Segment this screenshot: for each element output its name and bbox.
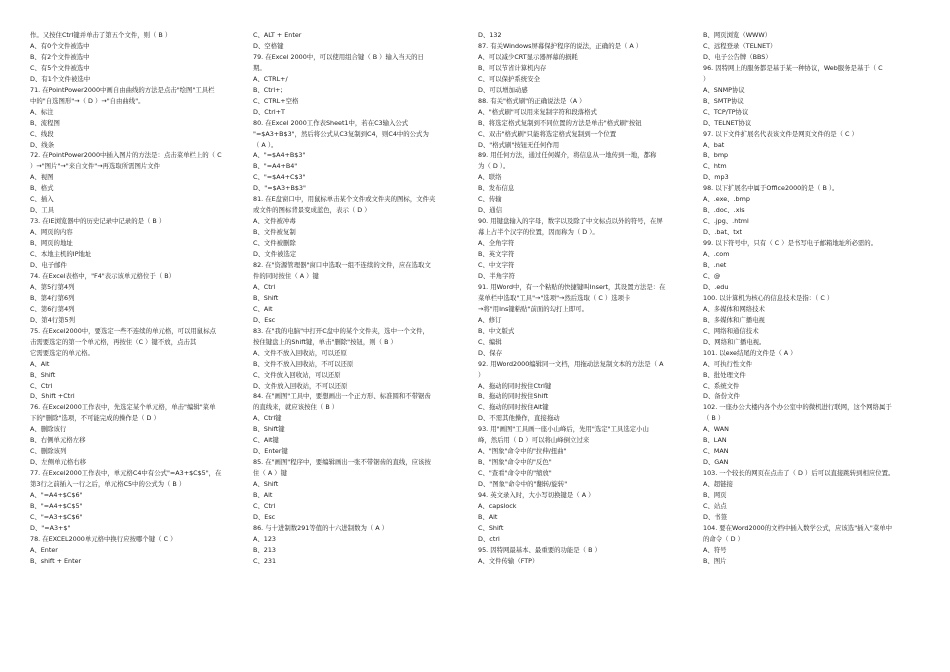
text-line: D、书签 xyxy=(703,512,728,521)
text-line: A、网页的内容 xyxy=(30,228,73,237)
text-line: D、文件被选定 xyxy=(253,250,297,259)
text-line: D、Ctrl+T xyxy=(253,107,285,116)
text-line: C、文件放入回收站，可以还原 xyxy=(253,370,341,379)
text-line: D、网络和广播电视。 xyxy=(703,337,766,346)
text-line: D、"=A3+$" xyxy=(30,523,71,532)
text-line: C、站点 xyxy=(703,501,727,510)
text-line: C、第6行第4列 xyxy=(30,304,75,313)
text-line: A、拖动的同时按住Ctrl键 xyxy=(478,381,552,390)
text-column-3 xyxy=(478,30,678,567)
text-line: 97. 以下文件扩展名代表该文件是网页文件的是（ C ） xyxy=(703,129,858,138)
text-line: A、Shift xyxy=(253,480,279,489)
text-line: B、.doc、.xls xyxy=(703,206,745,215)
text-column-4 xyxy=(703,30,903,567)
text-line: D、工具 xyxy=(30,206,55,215)
text-line: D、"=$A3+B$3" xyxy=(253,184,306,193)
text-line: C、线段 xyxy=(30,129,54,138)
text-line: C、拖动的同时按住Alt键 xyxy=(478,403,549,412)
text-line: B、Shift xyxy=(30,370,56,379)
text-line: 95. 因特网最基本、最重要的功能是（ B ） xyxy=(478,545,601,554)
text-line: B、批处理文件 xyxy=(703,370,746,379)
text-line: B、213 xyxy=(253,545,276,554)
text-line: 76. 在Excel2000工作表中，先选定某个单元格，单击"编辑"菜单 xyxy=(30,403,216,412)
text-line: 99. 以下符号中，只有（ C ）是书写电子邮箱地址所必需的。 xyxy=(703,239,878,248)
text-line: 88. 有关"格式刷"的正确说法是（A ） xyxy=(478,96,586,105)
text-line: A、WAN xyxy=(703,425,729,434)
text-line: A、超链接 xyxy=(703,480,733,489)
text-line: A、视图 xyxy=(30,173,54,182)
text-line: B、Ctrl+; xyxy=(253,85,283,94)
text-line: B、"=A4+$C$5" xyxy=(30,501,83,510)
text-line: A、CTRL+/ xyxy=(253,74,288,83)
text-line: 103. 一个较长的网页在点击了（ D ）后可以直接跳转到相应位置。 xyxy=(703,469,895,478)
text-line: B、Alt xyxy=(478,512,498,521)
text-line: 74. 在Excel表格中，"F4"表示该单元格位于（ B） xyxy=(30,271,176,280)
text-line: ） xyxy=(478,370,485,379)
text-line: 102. 一座办公大楼内各个办公室中的微机进行联网，这个网络属于 xyxy=(703,403,892,412)
text-line: D、"格式刷"按钮无任何作用 xyxy=(478,140,560,149)
text-line: 83. 在"我的电脑"中打开C盘中的某个文件夹，选中一个文件， xyxy=(253,326,429,335)
text-line: 93. 用"画图"工具画一座小山峰后，先用"选定"工具选定小山 xyxy=(478,425,649,434)
text-line: A、"格式刷"可以用来复制字符和段落格式 xyxy=(478,107,597,116)
text-line: C、插入 xyxy=(30,195,54,204)
text-line: C、Ctrl xyxy=(30,381,53,390)
text-line: B、发布信息 xyxy=(478,184,515,193)
text-line: A、"图象"命令中的"拉伸/扭曲" xyxy=(478,447,567,456)
text-line: C、网络和通信技术 xyxy=(703,326,759,335)
text-line: A、多媒体和网络技术 xyxy=(703,304,765,313)
text-line: 第3行之前插入一行之后，单元格C5中的公式为（ B ） xyxy=(30,480,186,489)
text-line: C、231 xyxy=(253,556,277,565)
text-line: 79. 在Excel 2000中，可以使用组合键（ B ）输入当天的日 xyxy=(253,52,424,61)
text-line: B、Shift xyxy=(253,293,279,302)
text-line: A、有0个文件被选中 xyxy=(30,41,90,50)
text-line: A、可执行性文件 xyxy=(703,359,753,368)
text-line: 的命令（ D ） xyxy=(703,534,744,543)
text-line: C、TCP/TP协议 xyxy=(703,107,749,116)
text-line: D、ctrl xyxy=(478,534,500,543)
text-line: 86. 与十进制数291等值的十六进制数为（ A ） xyxy=(253,523,389,532)
text-line: 击需要选定的第一个单元格，再按住（C ）键不放，点击其 xyxy=(30,337,197,346)
text-line: A、Enter xyxy=(30,545,58,554)
text-line: C、MAN xyxy=(703,447,729,456)
text-line: C、文件被删除 xyxy=(253,239,296,248)
text-line: C、有5个文件被选中 xyxy=(30,63,90,72)
text-line: ） xyxy=(703,74,710,83)
text-line: C、Ctrl xyxy=(253,501,276,510)
text-line: A、Alt xyxy=(30,359,50,368)
text-line: C、ALT + Enter xyxy=(253,31,302,39)
text-line: C、Shift xyxy=(478,523,504,532)
text-line: B、文件被复制 xyxy=(253,228,296,237)
text-line: 73. 在IE浏览器中的历史记录中记录的是（ B ） xyxy=(30,217,166,226)
text-line: B、格式 xyxy=(30,184,54,193)
text-line: B、流程图 xyxy=(30,118,60,127)
text-line: C、中文字符 xyxy=(478,261,515,270)
text-line: 87. 有关Windows屏幕保护程序的说法，正确的是（ A ） xyxy=(478,41,643,50)
text-column-2 xyxy=(253,30,453,567)
text-line: B、网页 xyxy=(703,491,727,500)
text-line: 菜单栏中选取"工具"→"选项"→然后选取（ C ）选项卡 xyxy=(478,293,631,302)
text-line: A、可以减少CRT显示器屏幕的损耗 xyxy=(478,52,578,61)
text-line: 101. 以exe结尾的文件是（ A ） xyxy=(703,348,797,357)
text-line: A、.com xyxy=(703,250,730,259)
text-line: B、将选定格式复制到不同位置的方法是单击"格式刷"按钮 xyxy=(478,118,642,127)
text-line: 92. 用Word2000编辑同一文档，用拖动法复制文本的方法是（ A xyxy=(478,359,664,368)
text-line: A、Ctrl xyxy=(253,282,276,291)
text-line: 72. 在PointPower2000中插入图片的方法是：点击菜单栏上的（ C xyxy=(30,151,222,160)
text-line: 90. 用键盘输入的字母，数字以及除了中文标点以外的符号，在屏 xyxy=(478,217,663,226)
text-line: 84. 在"画图"工具中，要想画出一个正方形、标准圆和不带锯齿 xyxy=(253,392,431,401)
text-line: D、半角字符 xyxy=(478,271,515,280)
text-line: A、"=A4+$C$6" xyxy=(30,491,83,500)
text-line: A、修订 xyxy=(478,315,502,324)
text-line: B、shift + Enter xyxy=(30,556,82,565)
text-line: 住（ A ）键 xyxy=(253,469,287,478)
text-line: C、删除该列 xyxy=(30,447,67,456)
text-line: 85. 在"画图"程序中，要编辑画出一张不带锯齿的直线，应该按 xyxy=(253,458,431,467)
text-line: 为（ D ）。 xyxy=(478,162,510,171)
text-line: 的直线来，就应该按住（ B ） xyxy=(253,403,339,412)
text-line: C、可以保护系统安全 xyxy=(478,74,540,83)
text-line: C、CTRL+空格 xyxy=(253,96,299,105)
text-line: 幕上占半个汉字的位置，因而称为（ D ）。 xyxy=(478,228,599,237)
text-line: A、全角字符 xyxy=(478,239,515,248)
text-line: C、htm xyxy=(703,162,727,171)
text-line: A、"=$A4+B$3" xyxy=(253,151,306,160)
text-line: A、删除该行 xyxy=(30,425,67,434)
text-line: 98. 以下扩展名中属于Office2000的是（ B ）。 xyxy=(703,184,839,193)
text-line: D、132 xyxy=(478,31,502,39)
text-line: →将"用Ins键粘贴"前面的勾打上即可。 xyxy=(478,304,588,313)
text-line: 80. 在Excel 2000工作表Sheet1中，若在C3输入公式 xyxy=(253,118,409,127)
text-line: D、通信 xyxy=(478,206,503,215)
text-line: B、可以节省计算机内存 xyxy=(478,63,547,72)
text-line: C、Alt键 xyxy=(253,436,279,445)
text-line: 作。又按住Ctrl键并单击了第五个文件，则（ B ） xyxy=(30,31,172,39)
text-line: C、"查看"命令中的"缩放" xyxy=(478,469,552,478)
text-line: B、第4行第6列 xyxy=(30,293,75,302)
text-line: A、SNMP协议 xyxy=(703,85,745,94)
text-line: 件的同时按住（ A ）键 xyxy=(253,271,319,280)
text-line: D、电子邮件 xyxy=(30,261,67,270)
text-line: B、Shift键 xyxy=(253,425,285,434)
text-line: D、Enter键 xyxy=(253,447,288,456)
text-line: C、本地主机的IP地址 xyxy=(30,250,92,259)
text-line: D、保存 xyxy=(478,348,503,357)
text-line: A、标注 xyxy=(30,107,54,116)
text-line: 82. 在"资源管理器"窗口中选取一组不连续的文件，应在选取文 xyxy=(253,261,431,270)
text-line: 中的"自选图形"→（ D ）→"自由曲线"。 xyxy=(30,96,145,105)
text-line: A、bat xyxy=(703,140,725,149)
text-line: D、Esc xyxy=(253,512,276,521)
text-line: A、符号 xyxy=(703,545,727,554)
text-line: 71. 在PointPower2000中画自由曲线的方法是点击"绘图"工具栏 xyxy=(30,85,215,94)
text-line: B、多媒体和广播电视 xyxy=(703,315,765,324)
text-line: D、mp3 xyxy=(703,173,729,182)
text-line: A、文件被冲毒 xyxy=(253,217,296,226)
text-line: D、"图象"命令中的"翻转/旋转" xyxy=(478,480,568,489)
text-line: 峰，然后用（ D ）可以将山峰倒立过来 xyxy=(478,436,590,445)
text-line: C、双击"格式刷"只能将选定格式复制到一个位置 xyxy=(478,129,617,138)
text-line: D、线条 xyxy=(30,140,55,149)
text-line: D、文件放入回收站，不可以还原 xyxy=(253,381,348,390)
text-line: B、LAN xyxy=(703,436,727,445)
text-line: （ A ）。 xyxy=(253,140,278,149)
text-line: D、左侧单元格右移 xyxy=(30,458,87,467)
text-line: D、Esc xyxy=(253,315,276,324)
text-line: C、Alt xyxy=(253,304,273,313)
text-line: C、传输 xyxy=(478,195,502,204)
text-line: A、123 xyxy=(253,534,276,543)
text-line: 期。 xyxy=(253,63,266,72)
text-line: B、文件不放入回收站，不可以还原 xyxy=(253,359,354,368)
text-line: D、.edu xyxy=(703,282,729,291)
text-line: B、Alt xyxy=(253,491,273,500)
text-line: C、"=$A4+C$3" xyxy=(253,173,306,182)
text-line: B、英文字符 xyxy=(478,250,515,259)
text-line: D、有1个文件被选中 xyxy=(30,74,91,83)
text-line: 94. 英文录入时，大小写切换键是（ A ） xyxy=(478,491,595,500)
text-line: D、Shift +Ctrl xyxy=(30,392,75,401)
text-line: B、SMTP协议 xyxy=(703,96,744,105)
text-line: 77. 在Excel2000工作表中，单元格C4中有公式"=A3+$C$5"，在 xyxy=(30,469,222,478)
text-line: B、中文版式 xyxy=(478,326,515,335)
text-line: C、@ xyxy=(703,271,721,280)
text-line: A、Ctrl键 xyxy=(253,414,282,423)
text-line: C、"=A3+$C$6" xyxy=(30,512,83,521)
text-line: B、.net xyxy=(703,261,727,270)
text-line: 96. 因特网上的服务都是基于某一种协议，Web服务是基于（ C xyxy=(703,63,883,72)
text-line: 104. 要在Word2000的文档中插入数学公式，应该选"插入"菜单中 xyxy=(703,523,893,532)
text-line: 81. 在E盘窗口中，用鼠标单击某个文件或文件夹的图标，文件夹 xyxy=(253,195,436,204)
text-line: A、第5行第4列 xyxy=(30,282,75,291)
text-line: B、"=A4+B4" xyxy=(253,162,298,171)
text-line: 100. 以计算机为核心的信息技术是指：（ C ） xyxy=(703,293,834,302)
text-line: B、拖动的同时按住Shift xyxy=(478,392,549,401)
text-line: B、图片 xyxy=(703,556,727,565)
text-line: A、capslock xyxy=(478,501,517,510)
text-line: B、网页的地址 xyxy=(30,239,73,248)
text-line: 78. 在EXCEL2000单元格中换行应按哪个键（ C ） xyxy=(30,534,177,543)
text-line: ）→"图片"→"来自文件"→再选取所需图片文件 xyxy=(30,162,161,171)
text-line: "=$A3+B$3"，然后将公式从C3复制到C4，则C4中的公式为 xyxy=(253,129,429,138)
text-line: D、不需其他操作，直接拖动 xyxy=(478,414,560,423)
text-line: D、空格键 xyxy=(253,41,284,50)
text-line: A、文件传输（FTP） xyxy=(478,556,539,565)
text-line: （ B ） xyxy=(703,414,725,423)
text-line: C、远程登录（TELNET） xyxy=(703,41,777,50)
text-line: B、bmp xyxy=(703,151,729,160)
text-line: A、文件不放入回收站，可以还原 xyxy=(253,348,347,357)
text-line: A、.exe、.bmp xyxy=(703,195,750,204)
text-line: A、联络 xyxy=(478,173,502,182)
text-line: D、.bat、txt xyxy=(703,228,743,237)
text-line: B、"图象"命令中的"反色" xyxy=(478,458,552,467)
text-line: 75. 在Excel2000中，要选定一些不连续的单元格，可以用鼠标点 xyxy=(30,326,216,335)
text-line: 89. 用任何方法，通过任何媒介，将信息从一地传到一地，都称 xyxy=(478,151,657,160)
text-line: C、编辑 xyxy=(478,337,502,346)
text-line: 下的"删除"选项，不可能完成的操作是（ D ） xyxy=(30,414,160,423)
text-line: B、右侧单元格左移 xyxy=(30,436,86,445)
text-line: 91. 用Word中，有一个粘贴的快捷键叫Insert，其设置方法是：在 xyxy=(478,282,666,291)
text-line: D、第4行第5列 xyxy=(30,315,76,324)
text-line: D、电子公告牌（BBS） xyxy=(703,52,772,61)
text-line: B、网页浏览（WWW） xyxy=(703,31,772,39)
text-line: D、备份文件 xyxy=(703,392,740,401)
text-line: 按住键盘上的Shift键，单击"删除"按钮，则（ B ） xyxy=(253,337,397,346)
text-line: 它需要选定的单元格。 xyxy=(30,348,94,357)
text-line: D、TELNET协议 xyxy=(703,118,752,127)
text-line: C、系统文件 xyxy=(703,381,740,390)
text-line: D、可以增加动感 xyxy=(478,85,528,94)
text-line: C、.jpg、.html xyxy=(703,217,749,226)
text-line: D、GAN xyxy=(703,458,729,467)
text-column-1 xyxy=(30,30,230,567)
text-line: 或文件的图标背景变成蓝色，表示（ D ） xyxy=(253,206,371,215)
text-line: B、有2个文件被选中 xyxy=(30,52,90,61)
